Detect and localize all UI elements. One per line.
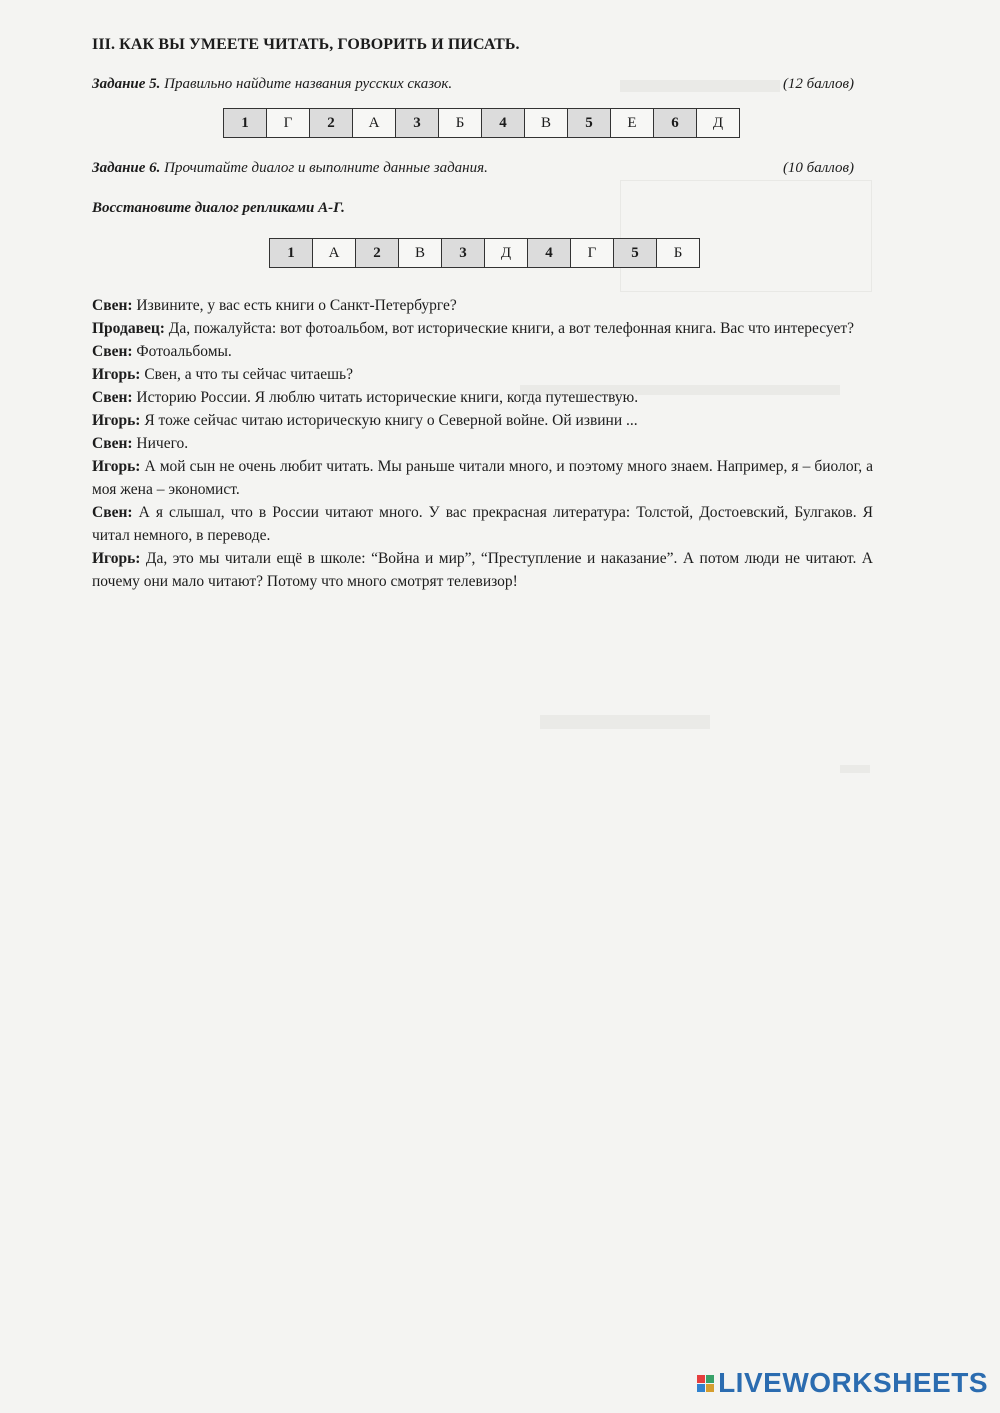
task5-line [92,76,854,93]
dialog-speaker: Свен: [92,343,133,360]
task5-answer-cell[interactable]: В [525,109,568,138]
task5-answer-cell[interactable]: Б [439,109,482,138]
dialog-replica: А я слышал, что в России читают много. У вас прекрасная литература: Толстой, Достоевский, Булгаков. Я читал немного, в переводе. [92,504,873,544]
dialog-line [92,317,873,340]
task5-answer-cell[interactable]: А [353,109,396,138]
task5-points: (12 баллов) [782,76,854,92]
dialog-replica: Да, это мы читали ещё в школе: “Война и мир”, “Преступление и наказание”. А потом люди не читают. А почему они мало читают? Потому что много смотрят телевизор! [92,550,873,590]
task5-num-cell: 3 [396,109,439,138]
task6-instruction [92,160,488,177]
task6-points: (10 баллов) [782,160,854,176]
dialog-speaker: Игорь: [92,458,141,475]
task5-num-cell: 2 [310,109,353,138]
dialog-replica: А мой сын не очень любит читать. Мы раньше читали много, и поэтому много знаем. Например, я – биолог, а моя жена – экономист. [92,458,874,498]
task6-num-cell: 2 [356,239,399,268]
logo-square [706,1384,714,1392]
dialog-line [92,363,873,386]
dialog-replica: Да, пожалуйста: вот фотоальбом, вот исторические книги, а вот телефонная книга. Вас что интересует? [168,320,855,337]
task5-num-cell: 4 [482,109,525,138]
task6-answer-cell[interactable]: Б [657,239,700,268]
logo-square [706,1375,714,1383]
dialog-replica: Фотоальбомы. [136,343,232,360]
dialog-speaker: Игорь: [92,366,141,383]
task6-answer-table [269,238,700,268]
task5-num-cell: 6 [654,109,697,138]
task6-answer-cell[interactable]: В [399,239,442,268]
dialog-line [92,547,873,593]
dialog-line [92,294,873,317]
task6-num-cell: 1 [270,239,313,268]
dialog-line [92,340,873,363]
dialog-speaker: Продавец: [92,320,165,337]
dialog-replica: Свен, а что ты сейчас читаешь? [144,366,353,383]
dialog-line [92,386,873,409]
task6-label: Задание 6. [92,160,161,176]
dialog-line [92,501,873,547]
logo-square [697,1375,705,1383]
task5-label: Задание 5. [92,76,161,92]
task5-num-cell: 1 [224,109,267,138]
dialog-speaker: Игорь: [92,412,141,429]
logo-text: LIVEWORKSHEETS [718,1367,988,1398]
dialog-line [92,409,873,432]
task5-instruction [92,76,452,93]
task6-num-cell: 5 [614,239,657,268]
dialog-replica: Ничего. [136,435,189,452]
task6-line [92,160,854,177]
liveworksheets-logo[interactable] [697,1367,988,1399]
task6-restore-instruction: Восстановите диалог репликами А-Г. [92,200,345,216]
task5-answer-table [223,108,740,138]
task5-text: Правильно найдите названия русских сказок. [164,76,453,92]
task6-answer-cell[interactable]: Г [571,239,614,268]
task6-answer-cell[interactable]: Д [485,239,528,268]
dialog-speaker: Свен: [92,504,133,521]
task5-answer-cell[interactable]: Д [697,109,740,138]
section-heading: III. КАК ВЫ УМЕЕТЕ ЧИТАТЬ, ГОВОРИТЬ И ПИСАТЬ. [92,36,520,53]
task6-num-cell: 4 [528,239,571,268]
dialog-text [92,294,873,593]
dialog-line [92,432,873,455]
dialog-replica: Историю России. Я люблю читать исторические книги, когда путешествую. [136,389,639,406]
dialog-replica: Извините, у вас есть книги о Санкт-Петербурге? [136,297,457,314]
task5-num-cell: 5 [568,109,611,138]
dialog-replica: Я тоже сейчас читаю историческую книгу о Северной войне. Ой извини ... [144,412,638,429]
task6-text: Прочитайте диалог и выполните данные задания. [164,160,488,176]
task5-answer-cell[interactable]: Г [267,109,310,138]
logo-square [697,1384,705,1392]
dialog-speaker: Свен: [92,297,133,314]
task5-answer-cell[interactable]: Е [611,109,654,138]
logo-grid-icon [697,1375,714,1392]
dialog-speaker: Игорь: [92,550,141,567]
dialog-line [92,455,873,501]
dialog-speaker: Свен: [92,435,133,452]
task6-answer-cell[interactable]: А [313,239,356,268]
dialog-speaker: Свен: [92,389,133,406]
task6-num-cell: 3 [442,239,485,268]
